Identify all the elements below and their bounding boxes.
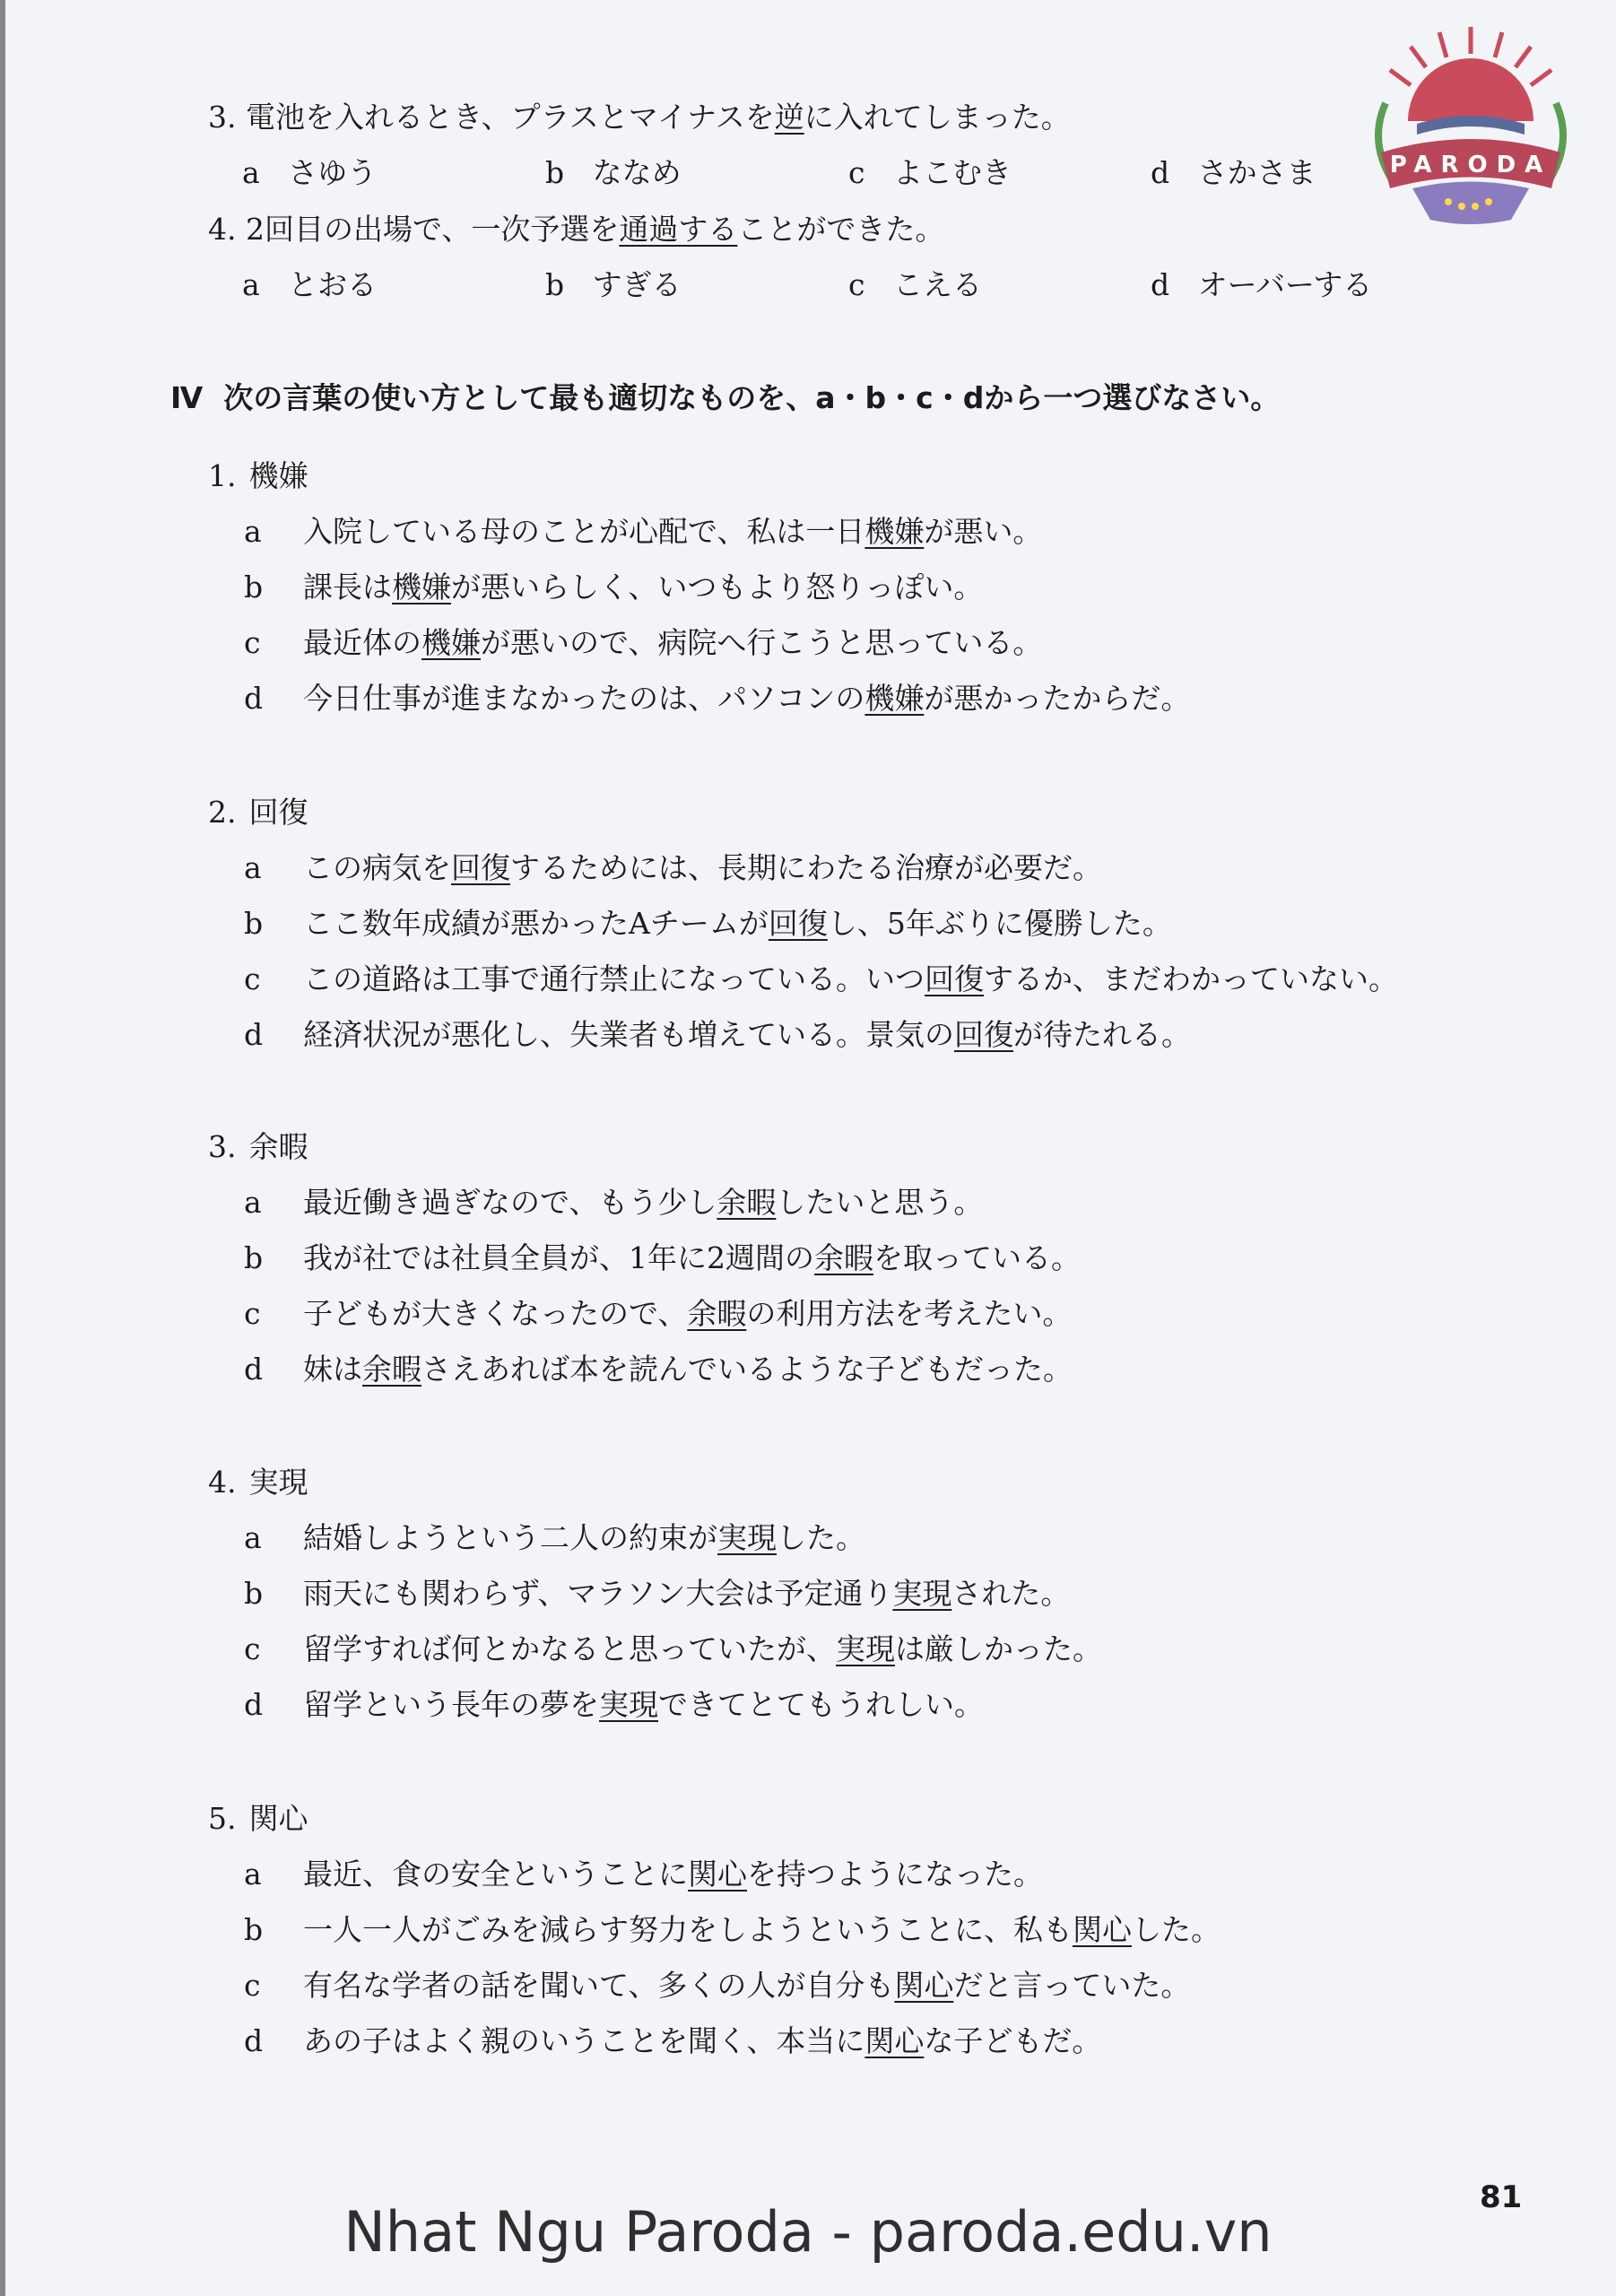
- option-text: を取っている。: [873, 1240, 1081, 1275]
- option-text: さえあれば本を読んでいるような子どもだった。: [421, 1352, 1073, 1387]
- question-text: 2回目の出場で、一次予選を: [246, 212, 620, 247]
- question-3: [208, 94, 1071, 136]
- underlined-word: 関心: [864, 2023, 925, 2058]
- underlined-word: 関心: [894, 1968, 954, 2003]
- answer-option[interactable]: [244, 2018, 1101, 2060]
- option-letter: b: [244, 570, 264, 604]
- option-text: あの子はよく親のいうことを聞く、本当に: [303, 2023, 865, 2058]
- option-letter: b: [244, 1576, 264, 1611]
- option-text: ここ数年成績が悪かったAチームが: [303, 906, 769, 941]
- answer-option[interactable]: [244, 509, 1042, 551]
- option-letter: b: [244, 1240, 264, 1275]
- option-text: は厳しかった。: [895, 1631, 1102, 1666]
- question-heading: [208, 1124, 308, 1166]
- option-text: し、5年ぶりに優勝した。: [827, 906, 1172, 941]
- option-letter: a: [244, 1857, 262, 1892]
- question-heading: [208, 789, 308, 831]
- option-text: できてとてもうれしい。: [658, 1687, 984, 1722]
- option-text: するためには、長期にわたる治療が必要だ。: [510, 850, 1102, 885]
- option-letter: d: [244, 1352, 264, 1387]
- answer-option[interactable]: a とおる: [242, 267, 378, 302]
- option-letter: a: [244, 1520, 262, 1555]
- option-text: が待たれる。: [1013, 1017, 1191, 1052]
- logo-text: PARODA: [1389, 152, 1552, 178]
- underlined-word: 余暇: [687, 1296, 747, 1331]
- option-text: 我が社では社員全員が、1年に2週間の: [303, 1240, 814, 1275]
- option-letter: d: [244, 1017, 264, 1052]
- underlined-word: 回復: [451, 850, 510, 885]
- option-text: 経済状況が悪化し、失業者も増えている。景気の: [303, 1017, 954, 1052]
- underlined-word: 余暇: [717, 1185, 777, 1220]
- underlined-word: 回復: [954, 1017, 1013, 1052]
- option-text: が悪いらしく、いつもより怒りっぽい。: [451, 570, 984, 604]
- option-text: が悪いので、病院へ行こうと思っている。: [481, 625, 1043, 660]
- option-text: 留学という長年の夢を: [303, 1687, 599, 1722]
- underlined-word: 回復: [768, 906, 828, 941]
- option-letter: c: [244, 1631, 261, 1666]
- answer-option[interactable]: [244, 1682, 984, 1724]
- question-number: 3.: [208, 1129, 237, 1164]
- section-instruction: 次の言葉の使い方として最も適切なものを、a・b・c・dから一つ選びなさい。: [223, 380, 1281, 415]
- target-word: 実現: [248, 1465, 308, 1500]
- question-number: 4.: [208, 212, 237, 247]
- question-text: ことができた。: [737, 212, 945, 247]
- option-letter: b: [244, 1912, 264, 1947]
- option-text: の利用方法を考えたい。: [746, 1296, 1073, 1331]
- option-text: 最近体の: [303, 625, 421, 660]
- question-text: に入れてしまった。: [804, 100, 1071, 135]
- option-text: 有名な学者の話を聞いて、多くの人が自分も: [303, 1968, 895, 2003]
- underlined-word: 実現: [892, 1576, 952, 1611]
- underlined-word: 機嫌: [392, 570, 451, 604]
- option-letter: c: [244, 961, 261, 996]
- underlined-word: 実現: [717, 1520, 777, 1555]
- question-number: 1.: [208, 458, 237, 493]
- underlined-word: 通過する: [619, 212, 738, 247]
- paroda-logo: [1341, 18, 1601, 242]
- answer-option[interactable]: [244, 1570, 1070, 1613]
- section-number: Ⅳ: [170, 380, 204, 415]
- answer-option[interactable]: [244, 1012, 1191, 1054]
- option-letter: c: [244, 625, 261, 660]
- question-heading: [208, 1459, 308, 1501]
- option-text: 入院している母のことが心配で、私は一日: [303, 514, 865, 549]
- answer-option[interactable]: [244, 1907, 1221, 1949]
- option-text: した。: [1132, 1912, 1221, 1947]
- question-heading: [208, 453, 308, 495]
- question-number: 5.: [208, 1801, 237, 1836]
- answer-option[interactable]: [244, 1179, 983, 1222]
- underlined-word: 関心: [688, 1857, 747, 1892]
- option-text: 結婚しようという二人の約束が: [303, 1520, 717, 1555]
- answer-option[interactable]: [244, 900, 1172, 943]
- answer-option[interactable]: [244, 845, 1102, 887]
- scan-edge: [0, 0, 5, 2296]
- target-word: 関心: [248, 1801, 308, 1836]
- option-text: を持つようになった。: [747, 1857, 1043, 1892]
- option-letter: a: [244, 1185, 262, 1220]
- answer-option[interactable]: a さゆう: [242, 155, 378, 190]
- underlined-word: 回復: [925, 961, 984, 996]
- option-letter: b: [244, 906, 264, 941]
- option-text: が悪かったからだ。: [924, 681, 1191, 716]
- answer-option[interactable]: b すぎる: [545, 267, 682, 302]
- option-text: された。: [951, 1576, 1071, 1611]
- question-number: 3.: [208, 100, 237, 135]
- answer-option[interactable]: [244, 1515, 865, 1557]
- answer-option[interactable]: [244, 1626, 1102, 1668]
- option-text: 雨天にも関わらず、マラソン大会は予定通り: [303, 1576, 893, 1611]
- answer-option[interactable]: [244, 956, 1398, 998]
- underlined-word: 実現: [836, 1631, 895, 1666]
- option-letter: d: [244, 2023, 264, 2058]
- option-letter: c: [244, 1296, 261, 1331]
- option-text: 子どもが大きくなったので、: [303, 1296, 688, 1331]
- underlined-word: 機嫌: [864, 681, 925, 716]
- option-text: 最近、食の安全ということに: [303, 1857, 688, 1892]
- option-text: だと言っていた。: [953, 1968, 1191, 2003]
- option-text: した。: [777, 1520, 865, 1555]
- option-text: 今日仕事が進まなかったのは、パソコンの: [303, 681, 865, 716]
- underlined-word: 実現: [599, 1687, 658, 1722]
- answer-option[interactable]: [244, 1346, 1073, 1388]
- underlined-word: 余暇: [814, 1240, 873, 1275]
- answer-option[interactable]: c こえる: [848, 267, 982, 302]
- option-text: 一人一人がごみを減らす努力をしようということに、私も: [303, 1912, 1073, 1947]
- answer-option[interactable]: c よこむき: [848, 155, 1012, 190]
- option-letter: c: [244, 1968, 261, 2003]
- underlined-word: 機嫌: [864, 514, 925, 549]
- question-number: 4.: [208, 1465, 237, 1500]
- underlined-word: 関心: [1073, 1912, 1132, 1947]
- section-heading: [170, 375, 1280, 417]
- option-letter: d: [244, 681, 264, 716]
- underlined-word: 逆: [774, 100, 804, 135]
- page-number: 81: [1480, 2179, 1523, 2215]
- answer-option[interactable]: [244, 1851, 1043, 1893]
- option-text: するか、まだわかっていない。: [984, 961, 1398, 996]
- option-letter: a: [244, 850, 262, 885]
- answer-option[interactable]: [244, 1291, 1072, 1333]
- option-text: 留学すれば何とかなると思っていたが、: [303, 1631, 836, 1666]
- option-text: が悪い。: [924, 514, 1043, 549]
- answer-option[interactable]: [244, 1962, 1190, 2005]
- option-text: な子どもだ。: [924, 2023, 1102, 2058]
- question-heading: [208, 1796, 308, 1838]
- option-letter: a: [244, 514, 262, 549]
- target-word: 機嫌: [248, 458, 308, 493]
- answer-option[interactable]: [244, 1235, 1081, 1277]
- option-text: 最近働き過ぎなので、もう少し: [303, 1185, 717, 1220]
- option-text: したいと思う。: [776, 1185, 984, 1220]
- underlined-word: 機嫌: [421, 625, 481, 660]
- option-text: この道路は工事で通行禁止になっている。いつ: [303, 961, 925, 996]
- question-4: [208, 206, 944, 248]
- question-number: 2.: [208, 795, 237, 830]
- question-text: 電池を入れるとき、プラスとマイナスを: [246, 100, 775, 135]
- answer-option[interactable]: [244, 675, 1190, 718]
- target-word: 余暇: [248, 1129, 308, 1164]
- target-word: 回復: [248, 795, 308, 830]
- answer-option[interactable]: [244, 564, 983, 606]
- answer-option[interactable]: [244, 620, 1042, 662]
- answer-option[interactable]: d さかさま: [1151, 155, 1316, 190]
- answer-option[interactable]: b ななめ: [545, 155, 682, 190]
- underlined-word: 余暇: [362, 1352, 421, 1387]
- footer-text: Nhat Ngu Paroda - paroda.edu.vn: [343, 2199, 1273, 2265]
- option-text: この病気を: [303, 850, 451, 885]
- option-letter: d: [244, 1687, 264, 1722]
- option-text: 妹は: [303, 1352, 362, 1387]
- option-text: 課長は: [303, 570, 392, 604]
- answer-option[interactable]: d オーバーする: [1151, 267, 1373, 302]
